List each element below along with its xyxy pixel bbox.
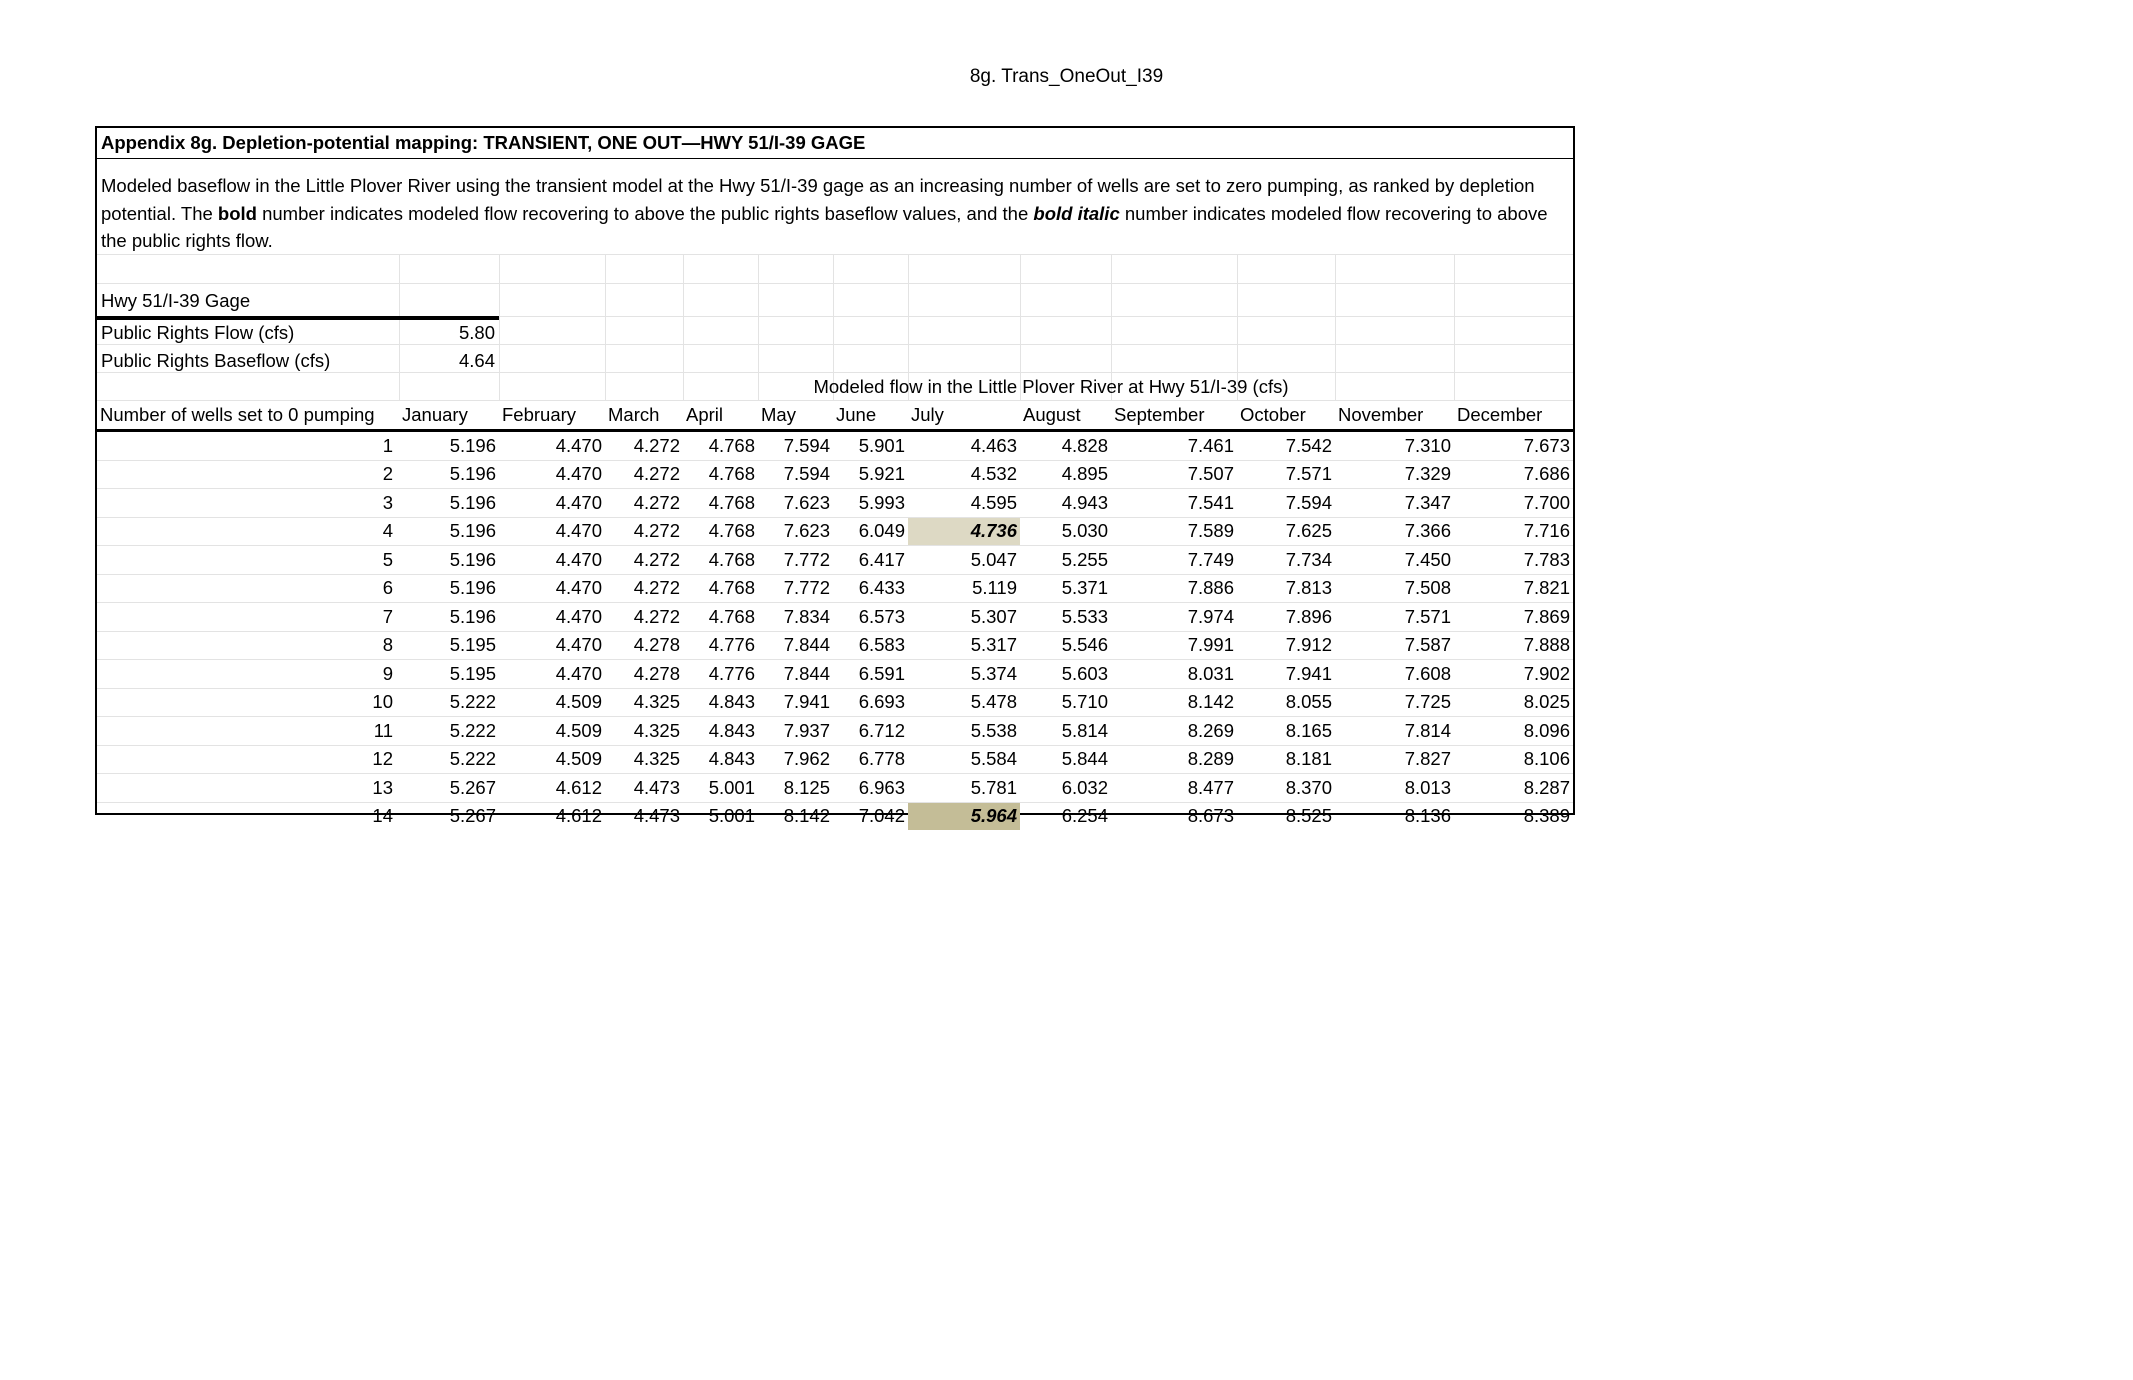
desc-bold: bold <box>217 202 257 224</box>
table-cell: 5.222 <box>399 745 499 774</box>
table-cell: 4.473 <box>605 774 683 803</box>
table-cell: 6.433 <box>833 574 908 603</box>
table-row <box>97 660 1573 689</box>
public-rights-flow-row <box>101 322 499 349</box>
column-header-july: July <box>908 401 1020 431</box>
table-cell: 4.325 <box>605 745 683 774</box>
table-cell: 7.716 <box>1454 517 1573 546</box>
table-cell: 5.603 <box>1020 660 1111 689</box>
table-cell: 7.814 <box>1335 717 1454 746</box>
table-cell: 5.195 <box>399 660 499 689</box>
table-cell: 6.693 <box>833 688 908 717</box>
table-cell: 7.896 <box>1237 603 1335 632</box>
public-rights-flow-label: Public Rights Flow (cfs) <box>101 322 295 343</box>
table-cell: 5.371 <box>1020 574 1111 603</box>
table-row <box>97 460 1573 489</box>
table-row <box>97 517 1573 546</box>
table-cell: 7.541 <box>1111 489 1237 518</box>
table-cell: 7.725 <box>1335 688 1454 717</box>
table-cell: 4.463 <box>908 431 1020 461</box>
table-cell: 7.608 <box>1335 660 1454 689</box>
table-row <box>97 774 1573 803</box>
table-cell: 8.055 <box>1237 688 1335 717</box>
table-cell: 4.272 <box>605 489 683 518</box>
row-well-count: 4 <box>97 517 399 546</box>
public-rights-flow-value: 5.80 <box>458 322 495 343</box>
table-cell: 7.974 <box>1111 603 1237 632</box>
table-cell: 4.843 <box>683 717 758 746</box>
table-cell: 7.594 <box>758 431 833 461</box>
row-well-count: 3 <box>97 489 399 518</box>
table-cell: 4.325 <box>605 688 683 717</box>
table-cell: 7.571 <box>1335 603 1454 632</box>
column-header-march: March <box>605 401 683 431</box>
table-cell: 4.470 <box>499 517 605 546</box>
table-cell: 8.031 <box>1111 660 1237 689</box>
row-well-count: 14 <box>372 805 393 827</box>
table-cell: 8.389 <box>1523 805 1570 827</box>
table-cell: 7.772 <box>758 574 833 603</box>
table-cell: 7.888 <box>1454 631 1573 660</box>
column-header-february: February <box>499 401 605 431</box>
table-cell: 4.509 <box>499 745 605 774</box>
table-cell: 4.509 <box>499 688 605 717</box>
column-header-november: November <box>1335 401 1454 431</box>
table-cell: 7.042 <box>858 805 905 827</box>
modeled-flow-table <box>97 401 1573 830</box>
table-cell: 8.096 <box>1454 717 1573 746</box>
table-cell: 5.047 <box>908 546 1020 575</box>
appendix-title: Appendix 8g. Depletion-potential mapping: TRANSIENT, ONE OUT—HWY 51/I-39 GAGE <box>101 132 866 153</box>
table-cell: 4.272 <box>605 431 683 461</box>
gridline <box>499 254 500 401</box>
table-cell: 7.734 <box>1237 546 1335 575</box>
table-cell: 5.814 <box>1020 717 1111 746</box>
table-cell: 4.828 <box>1020 431 1111 461</box>
table-cell: 4.272 <box>605 460 683 489</box>
gridline <box>97 254 1573 255</box>
gridline <box>97 283 1573 284</box>
table-cell: 8.106 <box>1454 745 1573 774</box>
gage-label: Hwy 51/I-39 Gage <box>101 290 251 311</box>
table-cell: 8.269 <box>1111 717 1237 746</box>
row-well-count: 10 <box>97 688 399 717</box>
table-cell: 8.136 <box>1404 805 1451 827</box>
row-well-count: 2 <box>97 460 399 489</box>
table-cell: 5.196 <box>399 603 499 632</box>
table-cell: 4.509 <box>499 717 605 746</box>
row-well-count: 6 <box>97 574 399 603</box>
table-cell: 5.921 <box>833 460 908 489</box>
table-cell: 5.267 <box>449 805 496 827</box>
table-cell: 5.119 <box>908 574 1020 603</box>
table-cell: 8.125 <box>758 774 833 803</box>
table-cell: 8.142 <box>783 805 830 827</box>
appendix-description <box>101 172 1561 255</box>
table-cell: 6.417 <box>833 546 908 575</box>
table-cell: 7.623 <box>758 517 833 546</box>
sheet-title: 8g. Trans_OneOut_I39 <box>969 66 1164 87</box>
table-cell: 5.374 <box>908 660 1020 689</box>
table-cell: 8.289 <box>1111 745 1237 774</box>
table-cell: 5.964 <box>908 802 1020 830</box>
table-cell: 4.470 <box>499 489 605 518</box>
table-cell: 5.196 <box>399 546 499 575</box>
table-cell: 7.589 <box>1111 517 1237 546</box>
table-row <box>97 546 1573 575</box>
table-cell: 7.937 <box>758 717 833 746</box>
table-cell: 7.625 <box>1237 517 1335 546</box>
column-header-august: August <box>1020 401 1111 431</box>
table-cell: 6.049 <box>833 517 908 546</box>
table-cell: 7.329 <box>1335 460 1454 489</box>
table-cell: 4.612 <box>555 805 602 827</box>
table-cell: 8.142 <box>1111 688 1237 717</box>
gage-divider <box>97 316 499 320</box>
table-cell: 5.317 <box>908 631 1020 660</box>
table-cell: 7.844 <box>758 660 833 689</box>
table-cell: 4.895 <box>1020 460 1111 489</box>
table-cell: 4.768 <box>683 603 758 632</box>
table-cell: 5.196 <box>399 460 499 489</box>
public-rights-baseflow-value: 4.64 <box>458 350 495 371</box>
table-cell: 4.843 <box>683 688 758 717</box>
title-divider <box>97 158 1573 159</box>
table-cell: 4.768 <box>683 517 758 546</box>
desc-part1: Modeled baseflow in the Little Plover River using the transient model at the Hwy 51/I-39 gage as an increasing number of wells are set to zero pumping, as ranked by depletion potential. The <box>101 175 1535 224</box>
table-cell: 5.901 <box>833 431 908 461</box>
table-cell: 7.834 <box>758 603 833 632</box>
table-cell: 4.473 <box>633 805 680 827</box>
desc-bold-italic: bold italic <box>1033 202 1120 224</box>
table-cell: 4.943 <box>1020 489 1111 518</box>
table-cell: 4.470 <box>499 431 605 461</box>
table-row <box>97 745 1573 774</box>
table-cell: 4.272 <box>605 574 683 603</box>
table-cell: 7.450 <box>1335 546 1454 575</box>
row-well-count: 1 <box>97 431 399 461</box>
table-cell: 5.584 <box>908 745 1020 774</box>
table-cell: 4.612 <box>499 774 605 803</box>
table-cell: 7.902 <box>1454 660 1573 689</box>
table-cell: 6.712 <box>833 717 908 746</box>
table-cell: 5.478 <box>908 688 1020 717</box>
table-cell: 4.470 <box>499 603 605 632</box>
column-header-wells: Number of wells set to 0 pumping <box>97 401 399 431</box>
table-cell: 4.470 <box>499 546 605 575</box>
table-cell: 5.222 <box>399 717 499 746</box>
table-cell: 8.013 <box>1335 774 1454 803</box>
table-cell: 5.710 <box>1020 688 1111 717</box>
table-row <box>97 688 1573 717</box>
table-cell: 6.591 <box>833 660 908 689</box>
table-cell: 5.307 <box>908 603 1020 632</box>
table-cell: 7.508 <box>1335 574 1454 603</box>
column-header-december: December <box>1454 401 1573 431</box>
table-cell: 7.772 <box>758 546 833 575</box>
table-cell: 7.700 <box>1454 489 1573 518</box>
table-cell: 7.749 <box>1111 546 1237 575</box>
table-cell: 7.673 <box>1454 431 1573 461</box>
table-cell: 6.963 <box>833 774 908 803</box>
row-well-count: 9 <box>97 660 399 689</box>
table-cell: 7.869 <box>1454 603 1573 632</box>
table-cell: 7.844 <box>758 631 833 660</box>
table-cell: 7.813 <box>1237 574 1335 603</box>
table-cell: 7.941 <box>1237 660 1335 689</box>
table-row <box>97 431 1573 461</box>
table-cell: 7.507 <box>1111 460 1237 489</box>
table-cell: 4.470 <box>499 660 605 689</box>
table-cell: 7.623 <box>758 489 833 518</box>
table-cell: 7.594 <box>758 460 833 489</box>
table-row <box>97 717 1573 746</box>
table-body <box>97 431 1573 831</box>
table-cell: 4.278 <box>605 631 683 660</box>
table-cell: 4.768 <box>683 574 758 603</box>
table-cell: 7.686 <box>1454 460 1573 489</box>
table-row <box>97 574 1573 603</box>
table-cell: 5.267 <box>399 774 499 803</box>
table-cell: 7.962 <box>758 745 833 774</box>
table-cell: 4.532 <box>908 460 1020 489</box>
table-cell: 5.222 <box>399 688 499 717</box>
table-cell: 4.776 <box>683 660 758 689</box>
desc-part3: number indicates modeled flow recovering to above the public rights flow. <box>101 202 1548 251</box>
column-header-may: May <box>758 401 833 431</box>
table-cell: 7.941 <box>758 688 833 717</box>
desc-part2: number indicates modeled flow recovering to above the public rights baseflow values, and the <box>256 202 1034 224</box>
row-well-count: 11 <box>97 717 399 746</box>
table-cell: 8.165 <box>1237 717 1335 746</box>
table-header-row <box>97 401 1573 431</box>
modeled-flow-header: Modeled flow in the Little Plover River at Hwy 51/I-39 (cfs) <box>813 376 1289 397</box>
table-cell: 7.821 <box>1454 574 1573 603</box>
table-cell: 4.272 <box>605 603 683 632</box>
table-cell: 5.195 <box>399 631 499 660</box>
table-cell: 4.776 <box>683 631 758 660</box>
table-cell: 5.001 <box>683 774 758 803</box>
table-cell: 7.594 <box>1237 489 1335 518</box>
table-cell: 7.310 <box>1335 431 1454 461</box>
table-cell: 7.347 <box>1335 489 1454 518</box>
table-cell: 7.912 <box>1237 631 1335 660</box>
row-well-count: 12 <box>97 745 399 774</box>
table-cell: 7.366 <box>1335 517 1454 546</box>
table-cell: 4.470 <box>499 460 605 489</box>
table-cell: 5.533 <box>1020 603 1111 632</box>
table-cell: 5.538 <box>908 717 1020 746</box>
table-cell: 5.781 <box>908 774 1020 803</box>
table-cell: 4.595 <box>908 489 1020 518</box>
table-cell: 4.768 <box>683 546 758 575</box>
table-cell: 7.461 <box>1111 431 1237 461</box>
table-cell: 5.196 <box>399 517 499 546</box>
column-header-june: June <box>833 401 908 431</box>
table-cell: 4.325 <box>605 717 683 746</box>
row-well-count: 8 <box>97 631 399 660</box>
table-cell: 6.583 <box>833 631 908 660</box>
appendix-frame <box>95 126 1575 827</box>
table-cell: 8.673 <box>1187 805 1234 827</box>
table-cell: 6.778 <box>833 745 908 774</box>
table-cell: 7.886 <box>1111 574 1237 603</box>
table-cell: 5.993 <box>833 489 908 518</box>
table-row <box>97 802 1573 830</box>
table-cell: 5.196 <box>399 431 499 461</box>
table-cell: 4.768 <box>683 460 758 489</box>
table-cell: 4.278 <box>605 660 683 689</box>
column-header-october: October <box>1237 401 1335 431</box>
table-cell: 5.546 <box>1020 631 1111 660</box>
column-header-september: September <box>1111 401 1237 431</box>
table-cell: 8.525 <box>1285 805 1332 827</box>
row-well-count: 7 <box>97 603 399 632</box>
table-cell: 5.001 <box>708 805 755 827</box>
row-well-count: 13 <box>97 774 399 803</box>
table-cell: 6.032 <box>1020 774 1111 803</box>
table-cell: 7.991 <box>1111 631 1237 660</box>
table-cell: 8.181 <box>1237 745 1335 774</box>
table-cell: 4.736 <box>908 517 1020 546</box>
table-cell: 4.768 <box>683 489 758 518</box>
table-cell: 7.542 <box>1237 431 1335 461</box>
table-cell: 5.844 <box>1020 745 1111 774</box>
column-header-january: January <box>399 401 499 431</box>
public-rights-baseflow-row <box>101 350 499 377</box>
table-cell: 7.783 <box>1454 546 1573 575</box>
table-cell: 5.196 <box>399 489 499 518</box>
table-cell: 8.287 <box>1454 774 1573 803</box>
table-cell: 4.470 <box>499 574 605 603</box>
table-cell: 7.827 <box>1335 745 1454 774</box>
table-cell: 8.025 <box>1454 688 1573 717</box>
row-well-count: 5 <box>97 546 399 575</box>
table-cell: 4.272 <box>605 517 683 546</box>
table-cell: 6.254 <box>1061 805 1108 827</box>
table-row <box>97 603 1573 632</box>
table-cell: 8.370 <box>1237 774 1335 803</box>
table-cell: 7.587 <box>1335 631 1454 660</box>
table-cell: 8.477 <box>1111 774 1237 803</box>
column-header-april: April <box>683 401 758 431</box>
table-cell: 5.255 <box>1020 546 1111 575</box>
table-cell: 5.196 <box>399 574 499 603</box>
table-row <box>97 631 1573 660</box>
table-cell: 4.768 <box>683 431 758 461</box>
table-cell: 4.843 <box>683 745 758 774</box>
public-rights-baseflow-label: Public Rights Baseflow (cfs) <box>101 350 331 371</box>
table-cell: 4.470 <box>499 631 605 660</box>
table-cell: 6.573 <box>833 603 908 632</box>
table-cell: 4.272 <box>605 546 683 575</box>
table-cell: 7.571 <box>1237 460 1335 489</box>
table-row <box>97 489 1573 518</box>
table-cell: 5.030 <box>1020 517 1111 546</box>
